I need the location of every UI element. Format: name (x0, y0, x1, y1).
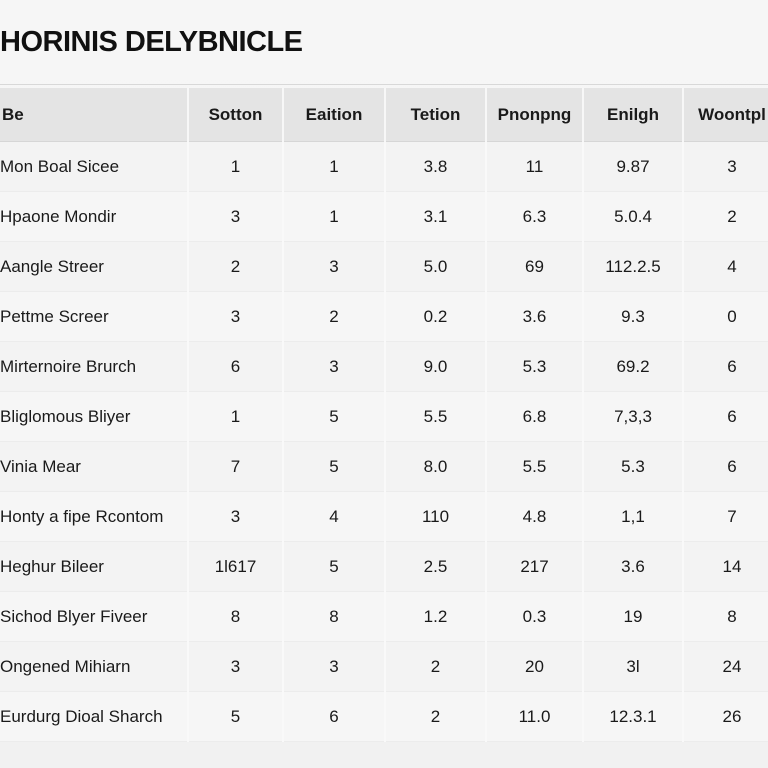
row-label-cell: Ongened Mihiarn (0, 642, 188, 692)
table-cell: 217 (486, 542, 583, 592)
table-cell: 9.87 (583, 142, 683, 192)
table-body (0, 142, 768, 742)
table-cell: 19 (583, 592, 683, 642)
table-header (0, 88, 768, 142)
table-cell: 4 (683, 242, 768, 292)
table-cell: 6.3 (486, 192, 583, 242)
table-cell: 11 (486, 142, 583, 192)
table-cell: 9.0 (385, 342, 486, 392)
table-cell: 2 (385, 642, 486, 692)
table-row[interactable] (0, 142, 768, 192)
table-cell: 0.2 (385, 292, 486, 342)
row-label-cell: Mirternoire Brurch (0, 342, 188, 392)
table-cell: 5 (188, 692, 283, 742)
table-cell: 1.2 (385, 592, 486, 642)
table-cell: 5.3 (583, 442, 683, 492)
table-cell: 0.3 (486, 592, 583, 642)
table-cell: 5.0 (385, 242, 486, 292)
table-cell: 20 (486, 642, 583, 692)
table-cell: 5 (283, 392, 385, 442)
table-cell: 5 (283, 542, 385, 592)
table-cell: 7,3,3 (583, 392, 683, 442)
table-cell: 2 (683, 192, 768, 242)
table-cell: 7 (683, 492, 768, 542)
table-cell: 3 (188, 292, 283, 342)
table-cell: 6 (683, 442, 768, 492)
table-cell: 3 (188, 642, 283, 692)
table-cell: 2.5 (385, 542, 486, 592)
table-cell: 3 (188, 192, 283, 242)
column-header[interactable]: Be (0, 88, 188, 142)
row-label-cell: Sichod Blyer Fiveer (0, 592, 188, 642)
table-row[interactable] (0, 242, 768, 292)
table-cell: 8 (683, 592, 768, 642)
table-cell: 110 (385, 492, 486, 542)
data-table (0, 88, 768, 742)
table-cell: 1 (283, 142, 385, 192)
column-header[interactable]: Pnonpng (486, 88, 583, 142)
table-row[interactable] (0, 442, 768, 492)
table-cell: 7 (188, 442, 283, 492)
table-cell: 112.2.5 (583, 242, 683, 292)
row-label-cell: Bliglomous Bliyer (0, 392, 188, 442)
table-row[interactable] (0, 492, 768, 542)
table-cell: 6.8 (486, 392, 583, 442)
table-cell: 8 (188, 592, 283, 642)
table-cell: 1 (188, 142, 283, 192)
row-label-cell: Mon Boal Sicee (0, 142, 188, 192)
table-row[interactable] (0, 592, 768, 642)
table-row[interactable] (0, 342, 768, 392)
table-cell: 2 (188, 242, 283, 292)
table-cell: 5.0.4 (583, 192, 683, 242)
table-cell: 11.0 (486, 692, 583, 742)
row-label-cell: Pettme Screer (0, 292, 188, 342)
table-row[interactable] (0, 392, 768, 442)
table-cell: 5 (283, 442, 385, 492)
table-cell: 4.8 (486, 492, 583, 542)
table-cell: 3l (583, 642, 683, 692)
table-cell: 3.1 (385, 192, 486, 242)
table-cell: 1 (283, 192, 385, 242)
table-row[interactable] (0, 642, 768, 692)
table-cell: 3.6 (583, 542, 683, 592)
table-cell: 6 (188, 342, 283, 392)
table-cell: 4 (283, 492, 385, 542)
table-cell: 8.0 (385, 442, 486, 492)
table-row[interactable] (0, 292, 768, 342)
row-label-cell: Eurdurg Dioal Sharch (0, 692, 188, 742)
column-header[interactable]: Tetion (385, 88, 486, 142)
table-cell: 1 (188, 392, 283, 442)
column-header[interactable]: Woontpl (683, 88, 768, 142)
column-header[interactable]: Enilgh (583, 88, 683, 142)
table-cell: 3.8 (385, 142, 486, 192)
row-label-cell: Honty a fipe Rcontom (0, 492, 188, 542)
column-header[interactable]: Eaition (283, 88, 385, 142)
table-cell: 14 (683, 542, 768, 592)
table-cell: 3 (683, 142, 768, 192)
table-cell: 3.6 (486, 292, 583, 342)
table-cell: 69.2 (583, 342, 683, 392)
table-row[interactable] (0, 542, 768, 592)
table-cell: 6 (683, 342, 768, 392)
table-cell: 69 (486, 242, 583, 292)
table-row[interactable] (0, 692, 768, 742)
table-cell: 3 (188, 492, 283, 542)
table-cell: 3 (283, 242, 385, 292)
table-cell: 26 (683, 692, 768, 742)
table-row[interactable] (0, 192, 768, 242)
table-cell: 12.3.1 (583, 692, 683, 742)
table-cell: 5.3 (486, 342, 583, 392)
table-cell: 2 (283, 292, 385, 342)
table-cell: 2 (385, 692, 486, 742)
column-header[interactable]: Sotton (188, 88, 283, 142)
table-cell: 1l617 (188, 542, 283, 592)
table-cell: 5.5 (385, 392, 486, 442)
table-cell: 5.5 (486, 442, 583, 492)
title-divider (0, 84, 768, 85)
row-label-cell: Vinia Mear (0, 442, 188, 492)
table-cell: 8 (283, 592, 385, 642)
row-label-cell: Hpaone Mondir (0, 192, 188, 242)
header-row (0, 88, 768, 142)
row-label-cell: Heghur Bileer (0, 542, 188, 592)
table-cell: 6 (683, 392, 768, 442)
table-cell: 6 (283, 692, 385, 742)
table-cell: 9.3 (583, 292, 683, 342)
table-cell: 3 (283, 642, 385, 692)
table-cell: 24 (683, 642, 768, 692)
table-cell: 3 (283, 342, 385, 392)
table-cell: 1,1 (583, 492, 683, 542)
page-title: HORINIS DELYBNICLE (0, 26, 303, 58)
row-label-cell: Aangle Streer (0, 242, 188, 292)
table-cell: 0 (683, 292, 768, 342)
